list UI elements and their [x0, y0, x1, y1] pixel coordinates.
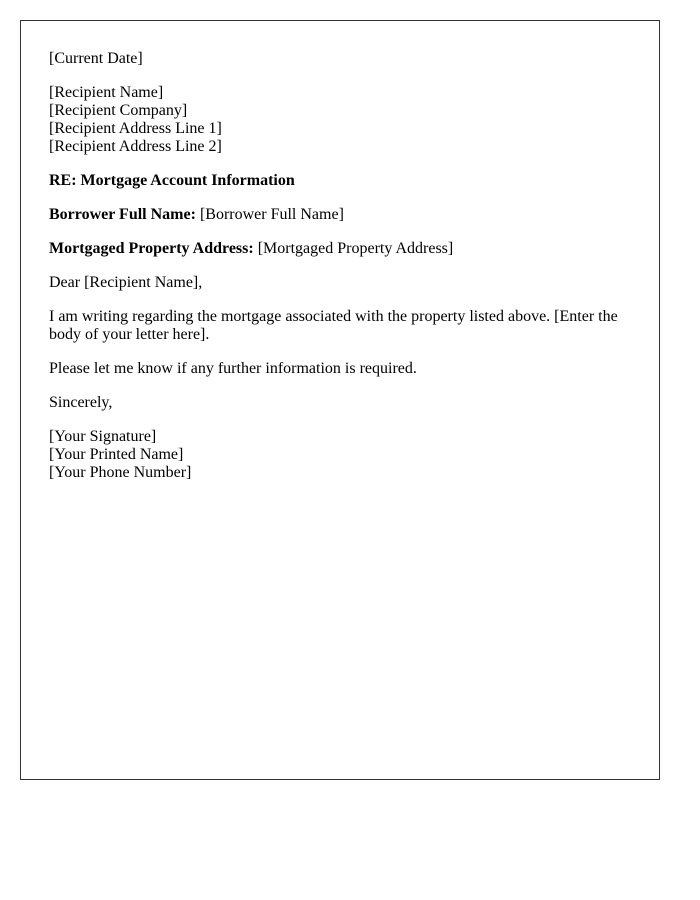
recipient-address-line-2: [Recipient Address Line 2] — [49, 138, 222, 155]
borrower-field — [49, 206, 631, 224]
recipient-block — [49, 84, 631, 156]
borrower-value: [Borrower Full Name] — [199, 206, 344, 223]
property-value: [Mortgaged Property Address] — [257, 240, 454, 257]
property-label: Mortgaged Property Address: — [49, 240, 254, 257]
salutation: Dear [Recipient Name], — [49, 274, 203, 291]
recipient-name: [Recipient Name] — [49, 84, 164, 101]
signature-block — [49, 428, 631, 482]
borrower-label: Borrower Full Name: — [49, 206, 196, 223]
signature-line: [Your Signature] — [49, 428, 157, 445]
recipient-company: [Recipient Company] — [49, 102, 188, 119]
recipient-address-line-1: [Recipient Address Line 1] — [49, 120, 222, 137]
letter-document — [20, 20, 660, 780]
letter-date: [Current Date] — [49, 50, 143, 67]
closing-request: Please let me know if any further information is required. — [49, 360, 417, 377]
phone-number: [Your Phone Number] — [49, 464, 192, 481]
sign-off: Sincerely, — [49, 394, 113, 411]
subject-line: RE: Mortgage Account Information — [49, 172, 295, 189]
property-field — [49, 240, 631, 258]
printed-name: [Your Printed Name] — [49, 446, 184, 463]
body-paragraph: I am writing regarding the mortgage associated with the property listed above. [Enter the body of your letter here]. — [49, 308, 618, 343]
